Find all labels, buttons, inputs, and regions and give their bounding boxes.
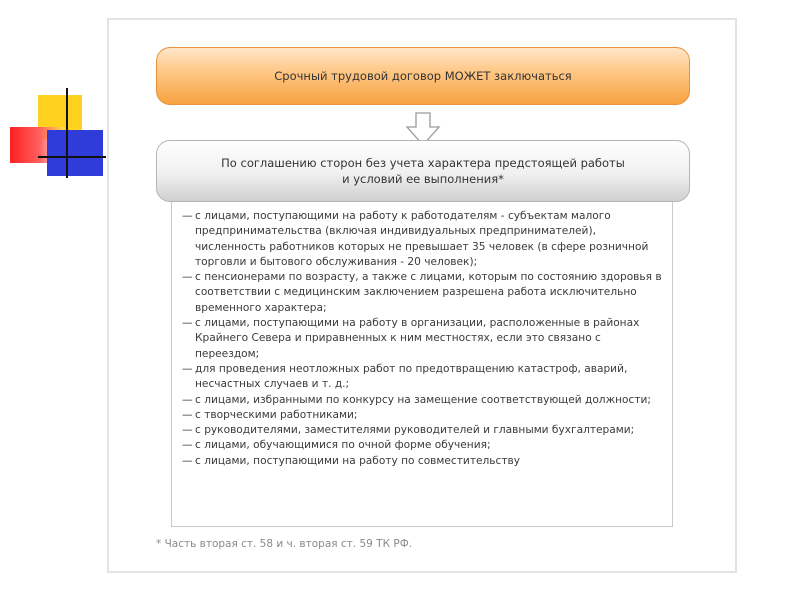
list-item: — с лицами, избранными по конкурсу на замещение соответствующей должности;: [182, 393, 662, 408]
contract-header-title: Срочный трудовой договор МОЖЕТ заключаться: [274, 69, 572, 83]
diagram-card: [107, 18, 737, 573]
list-item: — с пенсионерами по возрасту, а также с лицами, которым по состоянию здоровья в соответствии с медицинским заключением разрешена работа исключительно временного характера;: [182, 270, 662, 316]
decor-vertical-line: [66, 88, 68, 178]
list-item: — с лицами, поступающими на работу по совместительству: [182, 454, 662, 469]
list-item: — с руководителями, заместителями руководителей и главными бухгалтерами;: [182, 423, 662, 438]
list-item: — с лицами, поступающими на работу в организации, расположенные в районах Крайнего Севера и приравненных к ним местностях, если это связано с переездом;: [182, 316, 662, 362]
decor-blue-square: [47, 130, 103, 176]
contract-header-box: [156, 47, 690, 105]
list-item: — с лицами, обучающимися по очной форме обучения;: [182, 438, 662, 453]
list-item: — с лицами, поступающими на работу к работодателям - субъектам малого предпринимательства (включая индивидуальных предпринимателей), численность работников которых не превышает 35 человек (в сфере розничной торговли и бытового обслуживания - 20 человек);: [182, 209, 662, 270]
cases-list: [182, 209, 662, 469]
decor-horizontal-line: [38, 156, 106, 158]
list-item: — с творческими работниками;: [182, 408, 662, 423]
list-item: — для проведения неотложных работ по предотвращению катастроф, аварий, несчастных случаев и т. д.;: [182, 362, 662, 393]
footnote: * Часть вторая ст. 58 и ч. вторая ст. 59 ТК РФ.: [156, 538, 413, 550]
cases-list-box: [171, 202, 673, 527]
condition-box: [156, 140, 690, 202]
condition-text: По соглашению сторон без учета характера предстоящей работы и условий ее выполнения*: [221, 156, 625, 186]
